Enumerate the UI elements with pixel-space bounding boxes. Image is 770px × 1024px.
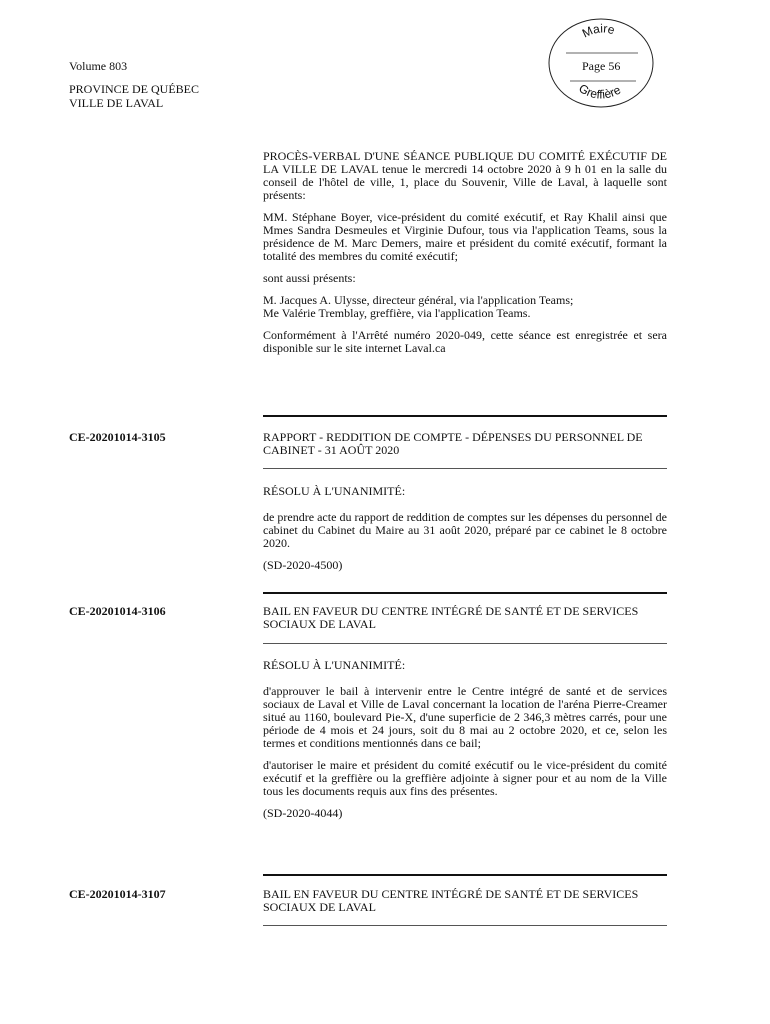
city-line: VILLE DE LAVAL bbox=[69, 96, 164, 110]
resolution-reference: (SD-2020-4044) bbox=[263, 806, 343, 820]
others-present-2: Me Valérie Tremblay, greffière, via l'application Teams. bbox=[263, 306, 531, 320]
resolution-text: de prendre acte du rapport de reddition de comptes sur les dépenses du personnel de cabinet du Cabinet du Maire au 31 août 2020, préparé par ce cabinet le 8 octobre 2020. bbox=[263, 510, 667, 550]
svg-text:Maire bbox=[580, 21, 617, 40]
title-underline bbox=[263, 643, 667, 644]
section-divider bbox=[263, 415, 667, 417]
stamp-clerk-label: Greffière bbox=[576, 81, 623, 102]
jurisdiction-block bbox=[69, 82, 199, 110]
resolution-id: CE-20201014-3105 bbox=[69, 430, 166, 444]
resolution-title: BAIL EN FAVEUR DU CENTRE INTÉGRÉ DE SANTÉ ET DE SERVICES SOCIAUX DE LAVAL bbox=[263, 887, 639, 914]
also-present-label: sont aussi présents: bbox=[263, 271, 356, 285]
title-underline bbox=[263, 468, 667, 469]
page-number: Page 56 bbox=[582, 59, 621, 73]
members-present: MM. Stéphane Boyer, vice-président du comité exécutif, et Ray Khalil ainsi que Mmes Sandra Desmeules et Virginie Dufour, tous via l'application Teams, sous la présidence de M. Marc Demers, maire et président du comité exécutif, formant la totalité des membres du comité exécutif; bbox=[263, 210, 667, 263]
province-line: PROVINCE DE QUÉBEC bbox=[69, 82, 200, 96]
resolution-text: d'approuver le bail à intervenir entre le Centre intégré de santé et de services sociaux de Laval et Ville de Laval concernant la location de l'aréna Pierre-Creamer situé au 1160, boulevard Pie-X, d'une superficie de 2 346,3 mètres carrés, pour une période de 4 mois et 24 jours, soit du 8 mai au 2 octobre 2020, et ce, selon les termes et conditions mentionnés dans ce bail; bbox=[263, 684, 667, 750]
resolution-text-authorization: d'autoriser le maire et président du comité exécutif ou le vice-président du comité exécutif et la greffière ou la greffière adjointe à signer pour et au nom de la Ville tous les documents requis aux fins des présentes. bbox=[263, 758, 667, 798]
resolved-label: RÉSOLU À L'UNANIMITÉ: bbox=[263, 484, 406, 498]
title-underline bbox=[263, 925, 667, 926]
others-present-1: M. Jacques A. Ulysse, directeur général, via l'application Teams; bbox=[263, 293, 574, 307]
recording-notice: Conformément à l'Arrêté numéro 2020-049, cette séance est enregistrée et sera disponible sur le site internet Laval.ca bbox=[263, 328, 667, 355]
section-divider bbox=[263, 874, 667, 876]
resolution-id: CE-20201014-3107 bbox=[69, 887, 166, 901]
minutes-title: PROCÈS-VERBAL D'UNE SÉANCE PUBLIQUE DU COMITÉ EXÉCUTIF DE LA VILLE DE LAVAL tenue le mercredi 14 octobre 2020 à 9 h 01 en la salle du conseil de l'hôtel de ville, 1, place du Souvenir, Ville de Laval, à laquelle sont présents: bbox=[263, 149, 667, 202]
resolution-title: BAIL EN FAVEUR DU CENTRE INTÉGRÉ DE SANTÉ ET DE SERVICES SOCIAUX DE LAVAL bbox=[263, 604, 639, 631]
resolution-id: CE-20201014-3106 bbox=[69, 604, 166, 618]
resolution-body bbox=[263, 659, 667, 820]
stamp-mayor-label: Maire bbox=[579, 21, 617, 41]
svg-text:Greffière bbox=[576, 81, 623, 102]
intro-block bbox=[263, 150, 667, 355]
resolution-body bbox=[263, 485, 667, 572]
resolution-reference: (SD-2020-4500) bbox=[263, 558, 343, 572]
resolved-label: RÉSOLU À L'UNANIMITÉ: bbox=[263, 658, 406, 672]
section-divider bbox=[263, 592, 667, 594]
volume-number: Volume 803 bbox=[69, 59, 128, 73]
resolution-title: RAPPORT - REDDITION DE COMPTE - DÉPENSES DU PERSONNEL DE CABINET - 31 AOÛT 2020 bbox=[263, 430, 643, 457]
